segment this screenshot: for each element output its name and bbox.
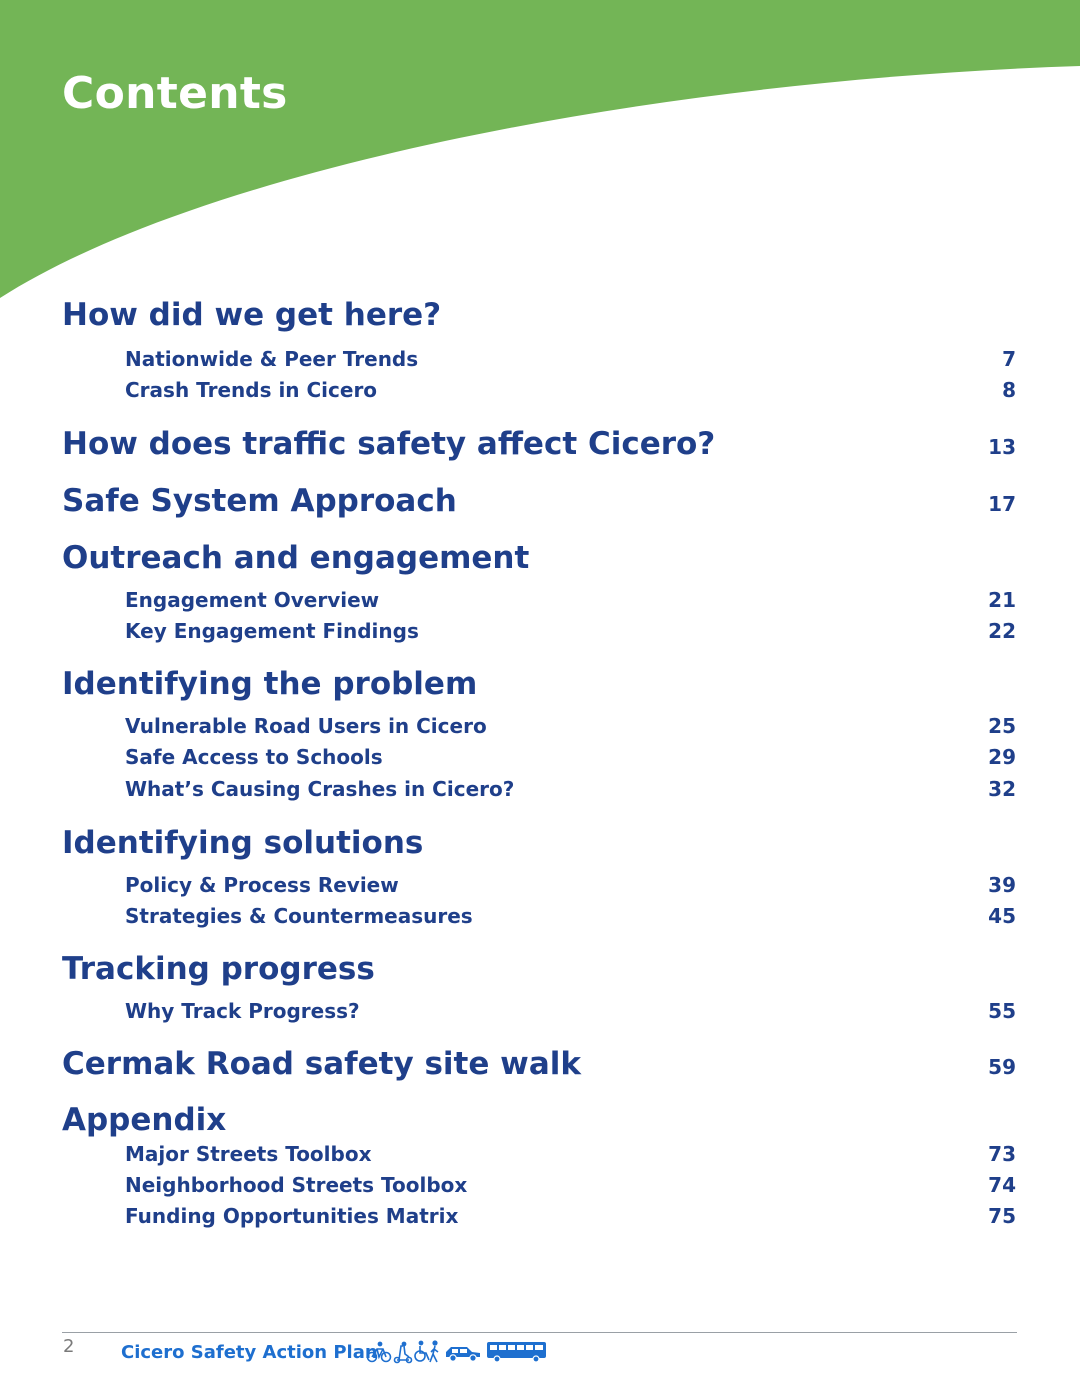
toc-page-number: 22 bbox=[988, 619, 1016, 643]
bus-icon bbox=[487, 1342, 546, 1362]
toc-page-number: 7 bbox=[1002, 347, 1016, 371]
toc-subentry-label[interactable]: Engagement Overview bbox=[125, 588, 380, 612]
toc-heading[interactable]: Appendix bbox=[62, 1102, 227, 1138]
toc-heading[interactable]: Outreach and engagement bbox=[62, 540, 530, 576]
toc-subentry-label[interactable]: Crash Trends in Cicero bbox=[125, 378, 378, 402]
toc-page-number: 73 bbox=[988, 1142, 1016, 1166]
toc-subentry-label[interactable]: Safe Access to Schools bbox=[125, 745, 383, 769]
toc-page-number: 75 bbox=[988, 1204, 1016, 1228]
toc-page-number: 59 bbox=[988, 1055, 1016, 1079]
toc-heading[interactable]: How did we get here? bbox=[62, 297, 442, 333]
toc-subentry-label[interactable]: Nationwide & Peer Trends bbox=[125, 347, 419, 371]
toc-subentry-label[interactable]: Vulnerable Road Users in Cicero bbox=[125, 714, 487, 738]
toc-page-number: 29 bbox=[988, 745, 1016, 769]
toc-subentry-label[interactable]: Funding Opportunities Matrix bbox=[125, 1204, 459, 1228]
toc-heading[interactable]: How does traffic safety affect Cicero? bbox=[62, 426, 716, 462]
footer-divider bbox=[62, 1332, 1017, 1333]
pedestrian-icon bbox=[430, 1341, 438, 1362]
toc-subentry-label[interactable]: Why Track Progress? bbox=[125, 999, 360, 1023]
toc-subentry-label[interactable]: Policy & Process Review bbox=[125, 873, 399, 897]
toc-page-number: 8 bbox=[1002, 378, 1016, 402]
toc-page-number: 25 bbox=[988, 714, 1016, 738]
toc-page-number: 32 bbox=[988, 777, 1016, 801]
toc-page-number: 74 bbox=[988, 1173, 1016, 1197]
toc-heading[interactable]: Tracking progress bbox=[62, 951, 375, 987]
toc-subentry-label[interactable]: Major Streets Toolbox bbox=[125, 1142, 372, 1166]
toc-heading[interactable]: Cermak Road safety site walk bbox=[62, 1046, 581, 1082]
toc-page-number: 39 bbox=[988, 873, 1016, 897]
toc-subentry-label[interactable]: Key Engagement Findings bbox=[125, 619, 419, 643]
toc-page-number: 21 bbox=[988, 588, 1016, 612]
wheelchair-icon bbox=[415, 1341, 429, 1361]
scooter-icon bbox=[395, 1342, 412, 1362]
toc-heading[interactable]: Identifying the problem bbox=[62, 666, 478, 702]
transport-mode-icons bbox=[366, 1339, 548, 1365]
toc-page-number: 45 bbox=[988, 904, 1016, 928]
toc-subentry-label[interactable]: What’s Causing Crashes in Cicero? bbox=[125, 777, 515, 801]
toc-heading[interactable]: Identifying solutions bbox=[62, 825, 424, 861]
toc-subentry-label[interactable]: Neighborhood Streets Toolbox bbox=[125, 1173, 468, 1197]
toc-heading[interactable]: Safe System Approach bbox=[62, 483, 457, 519]
footer-page-number: 2 bbox=[63, 1336, 75, 1357]
toc-subentry-label[interactable]: Strategies & Countermeasures bbox=[125, 904, 473, 928]
footer-document-title: Cicero Safety Action Plan bbox=[121, 1342, 378, 1363]
toc-page-number: 55 bbox=[988, 999, 1016, 1023]
car-icon bbox=[446, 1347, 480, 1361]
page-title: Contents bbox=[62, 68, 288, 119]
toc-page-number: 17 bbox=[988, 492, 1016, 516]
toc-page-number: 13 bbox=[988, 435, 1016, 459]
bicycle-icon bbox=[368, 1342, 391, 1361]
